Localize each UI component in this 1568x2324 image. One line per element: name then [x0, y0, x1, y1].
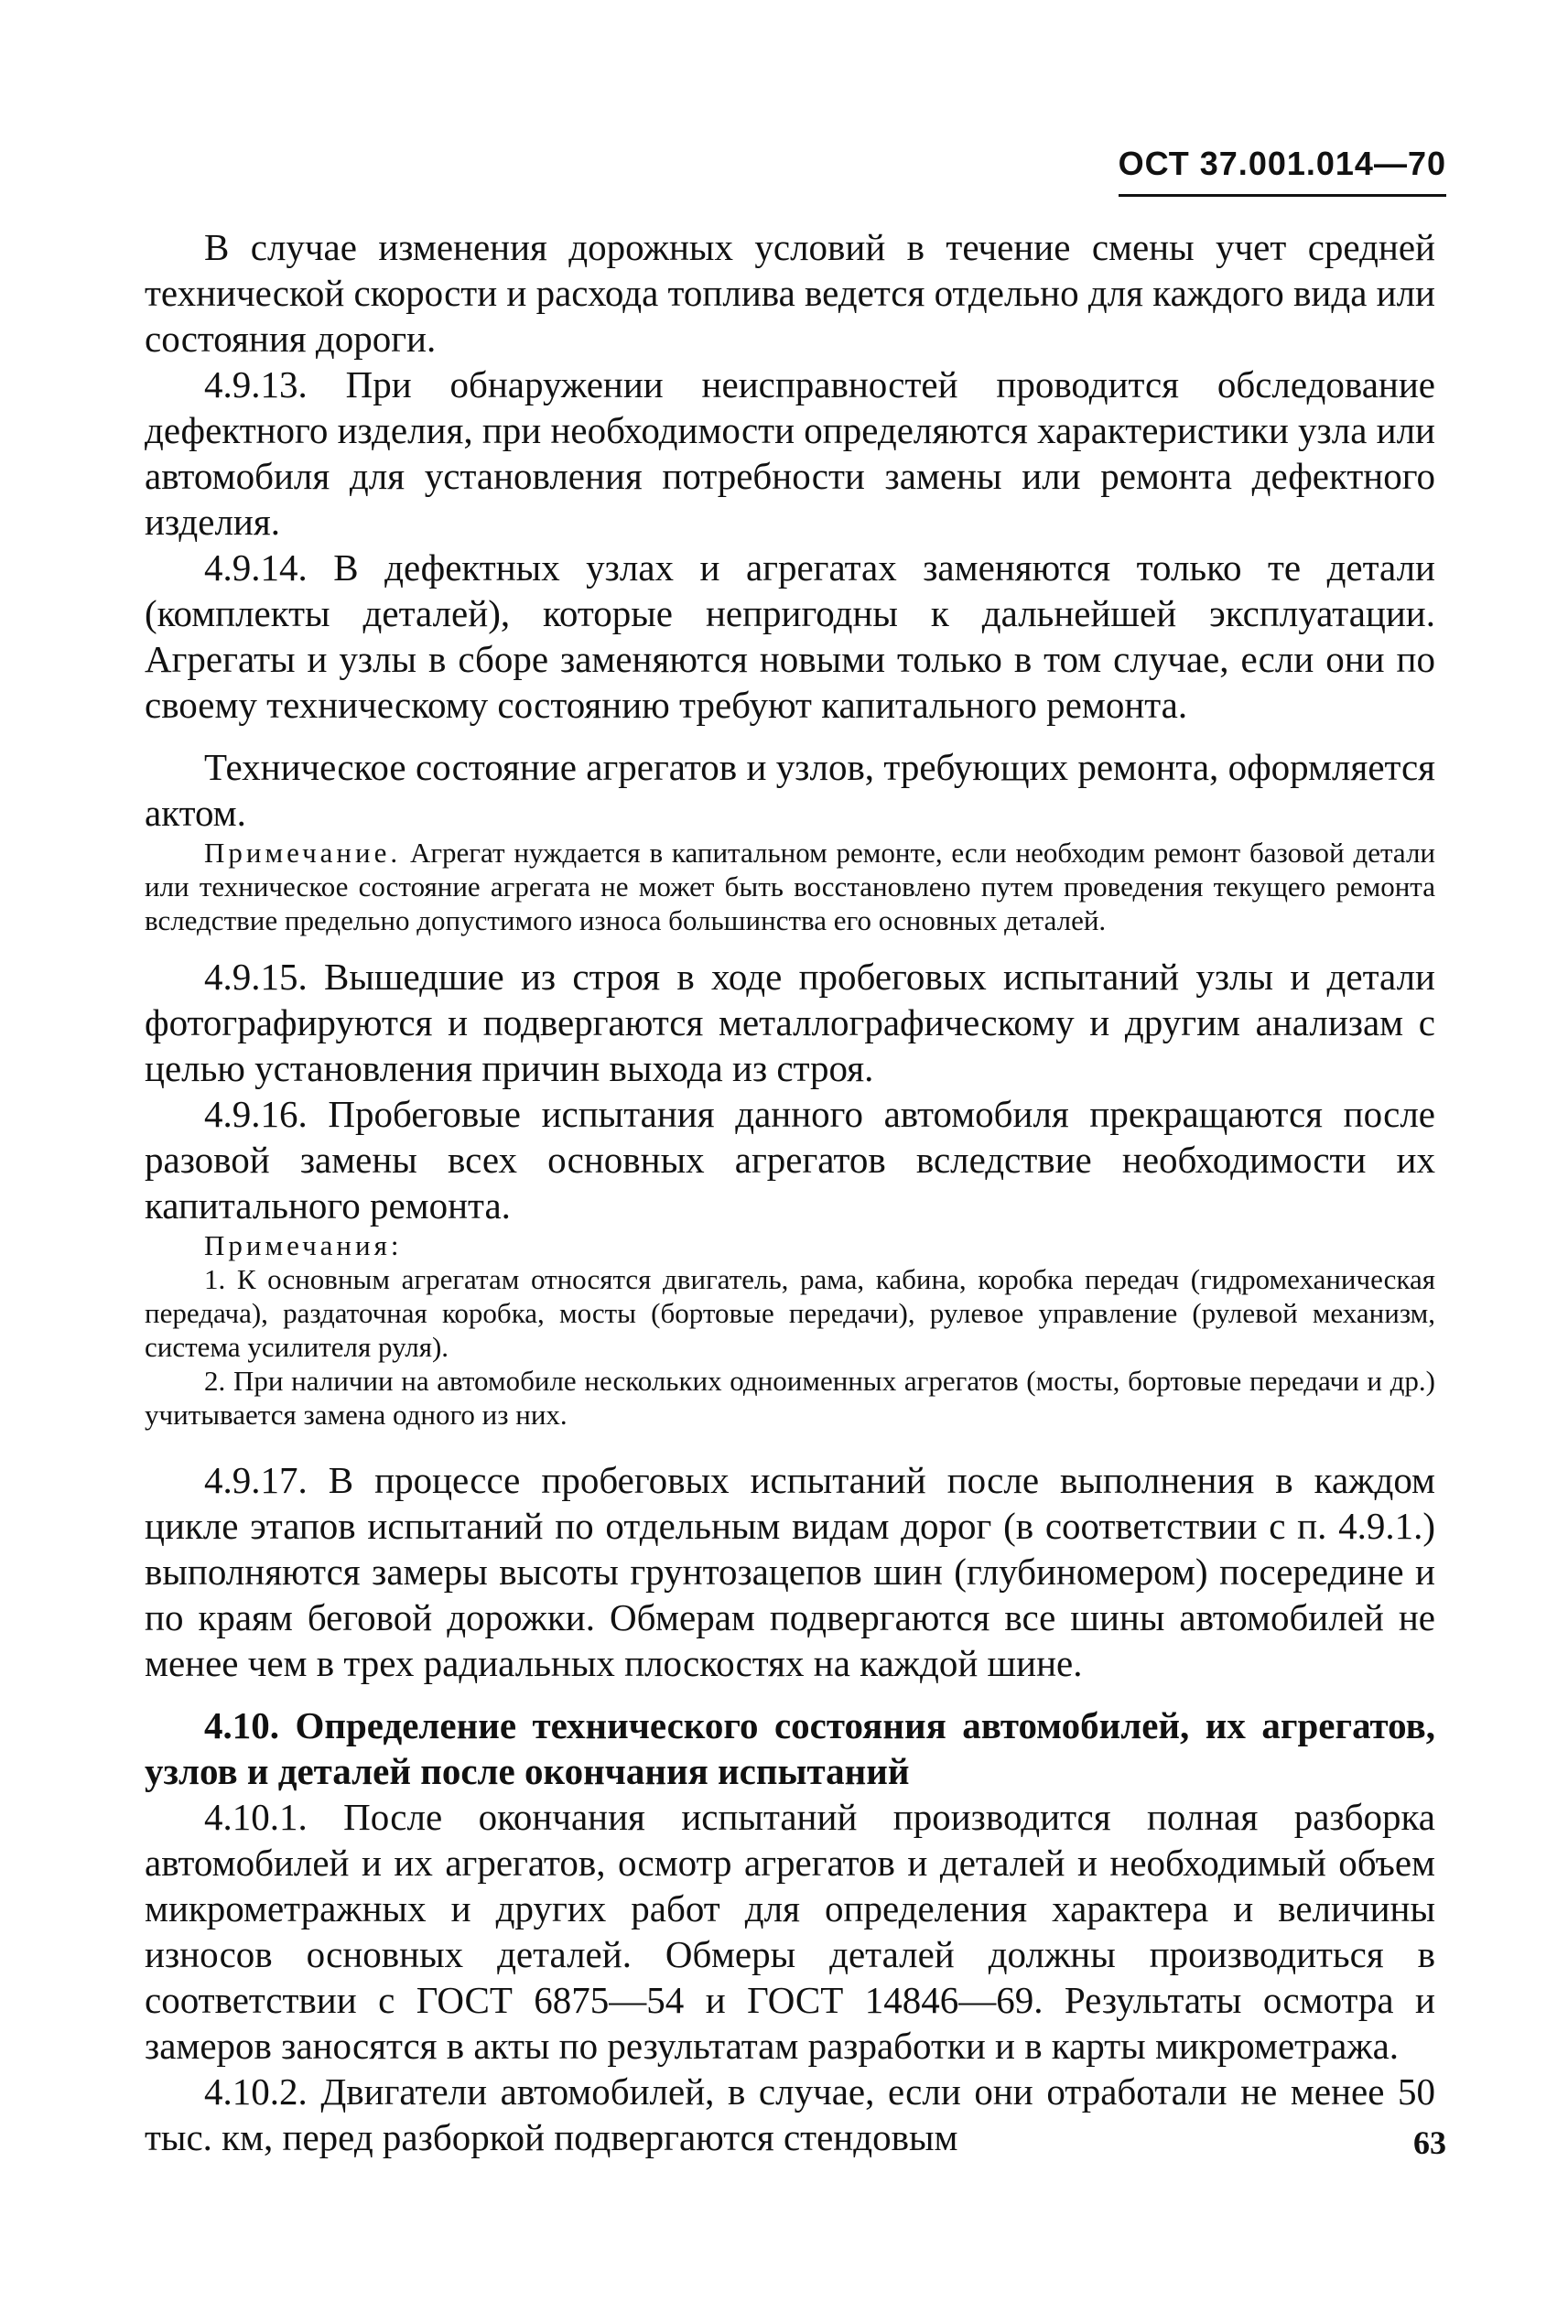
paragraph-4-10-2: 4.10.2. Двигатели автомобилей, в случае, если они отработали не менее 50 тыс. км, перед разборкой подвергаются стендовым	[145, 2070, 1435, 2158]
page-number: 63	[1413, 2124, 1446, 2161]
note-item-1: 1. К основным агрегатам относятся двигатель, рама, кабина, коробка передач (гидромеханическая передача), раздаточная коробка, мосты (бортовые передачи), рулевое управление (рулевой механизм, система усилителя руля).	[145, 1263, 1435, 1363]
note-text: Агрегат нуждается в капитальном ремонте, если необходим ремонт базовой детали или техническое состояние агрегата не может быть восстановлено путем проведения текущего ремонта вследствие предельно допустимого износа большинства его основных деталей.	[145, 837, 1435, 936]
paragraph-4-9-17: 4.9.17. В процессе пробеговых испытаний после выполнения в каждом цикле этапов испытаний по отдельным видам дорог (в соответствии с п. 4.9.1.) выполняются замеры высоты грунтозацепов шин (глубиномером) посередине и по краям беговой дорожки. Обмерам подвергаются все шины автомобилей не менее чем в трех радиальных плоскостях на каждой шине.	[145, 1459, 1435, 1684]
paragraph-4-9-16: 4.9.16. Пробеговые испытания данного автомобиля прекращаются после разовой замены всех основных агрегатов вследствие необходимости их капитального ремонта.	[145, 1093, 1435, 1227]
notes-title: Примечания:	[204, 1229, 403, 1261]
paragraph-road-conditions: В случае изменения дорожных условий в течение смены учет средней технической скорости и расхода топлива ведется отдельно для каждого вида или состояния дороги.	[145, 226, 1435, 360]
section-heading-4-10: 4.10. Определение технического состояния автомобилей, их агрегатов, узлов и деталей после окончания испытаний	[145, 1704, 1435, 1792]
paragraph-technical-state: Техническое состояние агрегатов и узлов, требующих ремонта, оформляется актом.	[145, 746, 1435, 834]
page-content	[145, 224, 1435, 2160]
paragraph-4-9-13: 4.9.13. При обнаружении неисправностей проводится обследование дефектного изделия, при необходимости определяются характеристики узла или автомобиля для установления потребности замены или ремонта дефектного изделия.	[145, 363, 1435, 543]
document-code-header: ОСТ 37.001.014—70	[1119, 145, 1446, 197]
paragraph-4-9-14: 4.9.14. В дефектных узлах и агрегатах заменяются только те детали (комплекты деталей), которые непригодны к дальнейшей эксплуатации. Агрегаты и узлы в сборе заменяются новыми только в том случае, если они по своему техническому состоянию требуют капитального ремонта.	[145, 546, 1435, 726]
note-title: Примечание.	[204, 837, 402, 869]
note-item-2: 2. При наличии на автомобиле нескольких одноименных агрегатов (мосты, бортовые передачи и др.) учитывается замена одного из них.	[145, 1365, 1435, 1431]
note-capital-repair	[145, 836, 1435, 937]
paragraph-4-9-15: 4.9.15. Вышедшие из строя в ходе пробеговых испытаний узлы и детали фотографируются и подвергаются металлографическому и другим анализам с целью установления причин выхода из строя.	[145, 956, 1435, 1089]
paragraph-4-10-1: 4.10.1. После окончания испытаний производится полная разборка автомобилей и их агрегатов, осмотр агрегатов и деталей и необходимый объем микрометражных и других работ для определения характера и величины износов основных деталей. Обмеры деталей должны производиться в соответствии с ГОСТ 6875—54 и ГОСТ 14846—69. Результаты осмотра и замеров заносятся в акты по результатам разработки и в карты микрометража.	[145, 1796, 1435, 2067]
